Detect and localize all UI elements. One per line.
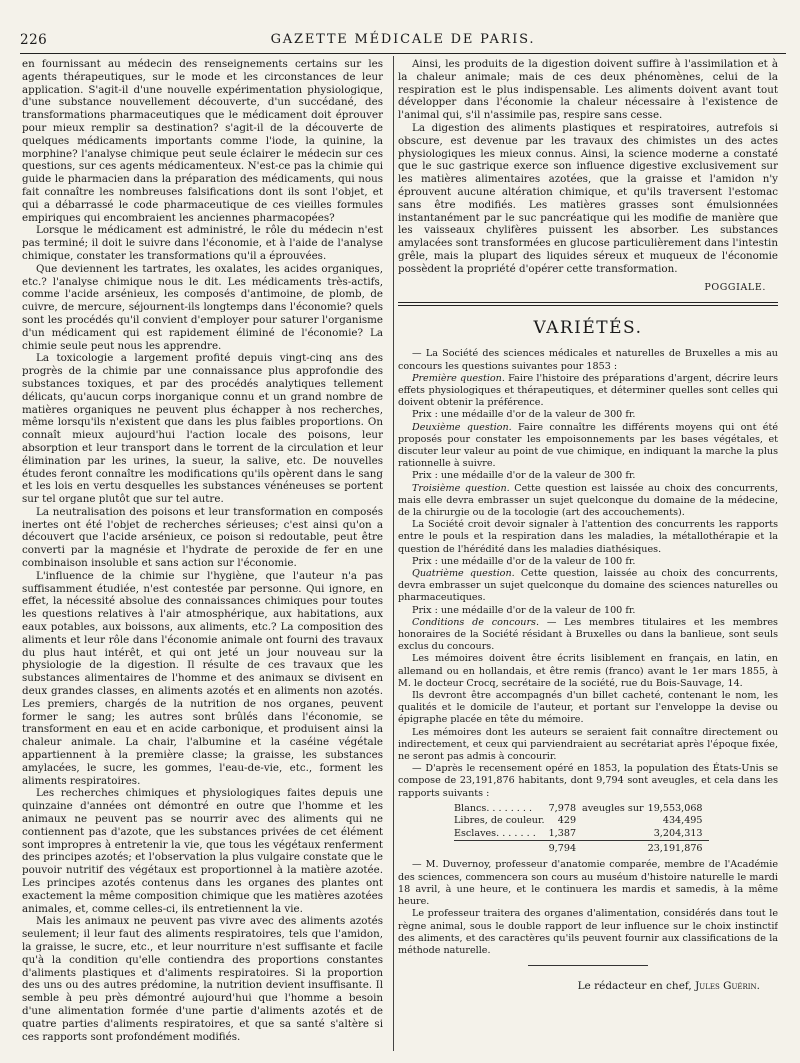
closing-rule [528,965,648,966]
paragraph: La neutralisation des poisons et leur transformation en composés inertes ont été l'objet de recherches sérieuses; c'est ainsi qu'on a découvert que l'acide arsénieux, ce poison si redoutable, peut être converti par la magnésie et l'hydrate de peroxide de fer en une combinaison insoluble et sans action sur l'économie. [22,505,383,570]
conditions-label: Conditions de concours. [412,616,539,628]
paragraph: L'influence de la chimie sur l'hygiène, que l'auteur n'a pas suffisamment étudiée, n'est contestée par personne. Qui ignore, en effet, la nécessité absolue des connaissances chimiques pour toutes les questions relatives à l'air atmosphérique, aux habitations, aux eaux potables, aux boissons, aux aliments, etc.? La composition des aliments et leur rôle dans l'économie animale ont fourni des travaux du plus haut intérêt, et qui ont jeté un jour nouveau sur la physiologie de la digestion. Il résulte de ces travaux que les substances alimentaires de l'homme et des animaux se divisent en deux grandes classes, en aliments azotés et en aliments non azotés. Les premiers, chargés de la nutrition de nos organes, peuvent former le sang; les autres sont brûlés dans l'économie, se transforment en eau et en acide carbonique, et produisent ainsi la chaleur animale. La chair, l'albumine et la caséine végétale appartiennent à la première classe; la graisse, les substances amylacées, le sucre, les gommes, l'eau-de-vie, etc., forment les aliments respiratoires. [22,569,383,787]
question-text: Faire connaître les différents moyens qui ont été proposés pour constater les empoisonnements par les bases végétales, et discuter leur valeur au point de vue chimique, en indiquant la marche la plus rationnelle à suivre. [398,421,778,470]
empty-cell [454,841,549,856]
question-2 [398,422,778,471]
right-column [398,58,778,1051]
blind-count: 429 [557,815,577,827]
journal-title: GAZETTE MÉDICALE DE PARIS. [270,32,536,47]
prize: Prix : une médaille d'or de la valeur de 100 fr. [412,555,636,567]
question-text: Faire l'histoire des préparations d'argent, décrire leurs effets physiologiques et thérapeutiques, et déterminer quelles sont celles qui doivent obtenir la préférence. [398,372,778,409]
announcement: — La Société des sciences médicales et naturelles de Bruxelles a mis au concours les questions suivantes pour 1853 : [398,348,778,372]
blind-count: 1,387 [548,827,577,839]
paragraph: La toxicologie a largement profité depuis vingt-cinq ans des progrès de la chimie par une connaissance plus approfondie des substances toxiques, et par des procédés analytiques tellement délicats, qu'aucun corps inorganique connu et un grand nombre de matières organiques ne peuvent plus échapper à nos recherches, même lorsqu'ils n'existent que dans les plus faibles proportions. On connaît mieux aujourd'hui l'action locale des poisons, leur absorption et leur transport dans le torrent de la circulation et leur élimination par les urines, la sueur, la salive, etc. De nouvelles études feront connaître les modifications qu'ils opèrent dans le sang et les lois en vertu desquelles les substances vénéneuses se portent sur tel organe plutôt que sur tel autre. [22,352,383,506]
table-row [454,828,709,841]
conditions [398,617,778,654]
table-row [454,815,709,827]
paragraph: Le professeur traitera des organes d'alimentation, considérés dans tout le règne animal, sous le double rapport de leur influence sur le choix instinctif des aliments, et des caractères qu'ils peuvent fournir aux classifications de la méthode naturelle. [398,908,778,956]
page-header [20,30,786,52]
row-connector [582,815,648,827]
table-row [454,803,709,815]
total-population: 23,191,876 [648,841,709,856]
table-total-row [454,841,709,856]
paragraph: — M. Duvernoy, professeur d'anatomie comparée, membre de l'Académie des sciences, commencera son cours au muséum d'histoire naturelle le mardi 18 avril, à une heure, et le continuera les mardis et samedis, à la même heure. [398,859,778,908]
population-count: 19,553,068 [647,802,703,814]
editor-name: Jules Guérin. [695,980,760,993]
paragraph: en fournissant au médecin des renseignements certains sur les agents thérapeutiques, sur le mode et les circonstances de leur application. S'agit-il d'une nouvelle expérimentation physiologique, d'une substance nouvellement découverte, d'un succédané, des transformations pharmaceutiques que le médicament doit éprouver pour mieux remplir sa destination? s'agit-il de la découverte de quelques médicaments importants comme l'iode, la quinine, la morphine? l'analyse chimique peut seule éclairer le médecin sur ces questions, sur ces agents médicamenteux. N'est-ce pas la chimie qui guide le pharmacien dans la préparation des médicaments, qui nous fait connaître les nombreuses falsifications dont ils sont l'objet, et qui a débarrassé le code pharmaceutique de ces vieilles formules empiriques qui encombraient les anciennes pharmacopées? [22,58,383,224]
paragraph: Les mémoires dont les auteurs se seraient fait connaître directement ou indirectement, et ceux qui parviendraient au secrétariat après l'époque fixée, ne seront pas admis à concourir. [398,726,778,763]
question-label: Quatrième question. [412,568,515,579]
empty-cell [582,841,648,856]
paragraph: La digestion des aliments plastiques et respiratoires, autrefois si obscure, est devenue par les travaux des chimistes un des actes physiologiques les mieux connus. Ainsi, la science moderne a constaté que le suc gastrique exerce son influence digestive exclusivement sur les matières alimentaires azotées, que la graisse et l'amidon n'y éprouvent aucune altération chimique, et qu'ils traversent l'estomac sans être modifiés. Les matières grasses sont émulsionnées instantanément par le suc pancréatique qui les modifie de manière que les vaisseaux chylifères puissent les absorber. Les substances amylacées sont transformées en glucose particulièrement dans l'intestin grêle, mais la plupart des liquides séreux et muqueux de l'économie possèdent la propriété d'opérer cette transformation. [398,121,778,275]
census-table [454,803,778,856]
prize: Prix : une médaille d'or de la valeur de 100 fr. [412,604,636,616]
row-label: Libres, de couleur. [454,815,545,827]
question-label: Troisième question. [412,482,510,494]
paragraph: Ils devront être accompagnés d'un billet cacheté, contenant le nom, les qualités et le domicile de l'auteur, et portant sur l'enveloppe la devise ou épigraphe placée en tête du mémoire. [398,690,778,726]
section-divider [398,302,778,306]
section-heading: VARIÉTÉS. [533,318,643,339]
row-label: Blancs. . . . . . . . [454,802,533,814]
total-blind: 9,794 [549,841,582,856]
question-text: Cette question, laissée au choix des concurrents, devra embrasser un sujet quelconque du domaine des sciences naturelles ou pharmaceutiques. [398,568,778,604]
page-number: 226 [20,32,48,48]
paragraph: Ainsi, les produits de la digestion doivent suffire à l'assimilation et à la chaleur animale; mais de ces deux phénomènes, celui de la respiration est le plus indispensable. Les aliments doivent avant tout développer dans l'économie la chaleur nécessaire à l'existence de l'animal qui, s'il n'assimile pas, respire sans cesse. [398,58,778,122]
left-column [22,58,383,1051]
paragraph: La Société croit devoir signaler à l'attention des concurrents les rapports entre le pouls et la respiration dans les maladies, la métallothérapie et la question de l'hérédité dans les maladies diathésiques. [398,519,778,555]
paragraph: Lorsque le médicament est administré, le rôle du médecin n'est pas terminé; il doit le suivre dans l'économie, et à l'aide de l'analyse chimique, constater les transformations qu'il a éprouvées. [22,224,383,262]
prize: Prix : une médaille d'or de la valeur de 300 fr. [412,409,636,421]
question-1 [398,373,778,410]
paragraph: Mais les animaux ne peuvent pas vivre avec des aliments azotés seulement; il leur faut des aliments respiratoires, tels que l'amidon, la graisse, le sucre, etc., et leur nourriture n'est suffisante et facile qu'à la condition qu'elle contiendra des proportions constantes d'aliments plastiques et d'aliments respiratoires. Si la proportion des uns ou des autres prédomine, la nutrition devient insuffisante. Il semble à peu près démontré aujourd'hui que l'homme a besoin d'une alimentation formée d'une partie d'aliments azotés et de quatre parties d'aliments respiratoires, et que sa santé s'altère si ces rapports sont profondément modifiés. [22,915,383,1043]
population-count: 3,204,313 [653,827,703,839]
row-connector: aveugles sur [582,802,644,814]
population-count: 434,495 [662,815,703,827]
question-text: Cette question est laissée au choix des concurrents, mais elle devra embrasser un sujet quelconque du domaine de la médecine, de la chirurgie ou de la tocologie (art des accouchements). [398,482,778,518]
question-3 [398,483,778,520]
question-label: Première question. [412,372,505,384]
blind-count: 7,978 [548,802,577,814]
paragraph: Que deviennent les tartrates, les oxalates, les acides organiques, etc.? l'analyse chimique nous le dit. Les médicaments très-actifs, comme l'acide arsénieux, les composés d'antimoine, de plomb, de cuivre, de mercure, séjournent-ils longtemps dans l'économie? quels sont les procédés qu'il convient d'employer pour saturer l'organisme d'un médicament qui est rapidement éliminé de l'économie? La chimie seule peut nous les apprendre. [22,262,383,352]
row-connector [582,828,648,841]
question-4 [398,568,778,605]
census-announcement: — D'après le recensement opéré en 1853, la population des États-Unis se compose de 23,191,876 habitants, dont 9,794 sont aveugles, et cela dans les rapports suivants : [398,763,778,799]
editor-label: Le rédacteur en chef, [577,980,696,993]
header-rule [20,53,786,54]
prize: Prix : une médaille d'or de la valeur de 300 fr. [412,470,636,482]
conditions-text: — Les membres titulaires et les membres honoraires de la Société résidant à Bruxelles ou dans la banlieue, sont seuls exclus du concours. [398,616,778,653]
row-label: Esclaves. . . . . . . [454,827,536,839]
author-signature: POGGIALE. [704,281,766,293]
varietes-section [398,348,778,992]
question-label: Deuxième question. [412,421,512,433]
paragraph: Les recherches chimiques et physiologiques faites depuis une quinzaine d'années ont démontré en outre que l'homme et les animaux ne peuvent pas se nourrir avec des aliments qui ne contiennent pas d'azote, que les substances privées de cet élément sont impropres à entretenir la vie, que tous les végétaux renferment des principes azotés; et l'observation la plus vulgaire constate que le pouvoir nutritif des végétaux est proportionnel à la matière azotée. Les principes azotés contenus dans les organes des plantes ont exactement la même composition chimique que les matières azotées animales, et, comme celles-ci, ils entretiennent la vie. [22,787,383,915]
paragraph: Les mémoires doivent être écrits lisiblement en français, en latin, en allemand ou en hollandais, et être remis (franco) avant le 1er mars 1855, à M. le docteur Crocq, secrétaire de la société, rue du Bois-Sauvage, 14. [398,653,778,689]
editor-signature [398,980,778,992]
column-divider [393,56,394,1051]
